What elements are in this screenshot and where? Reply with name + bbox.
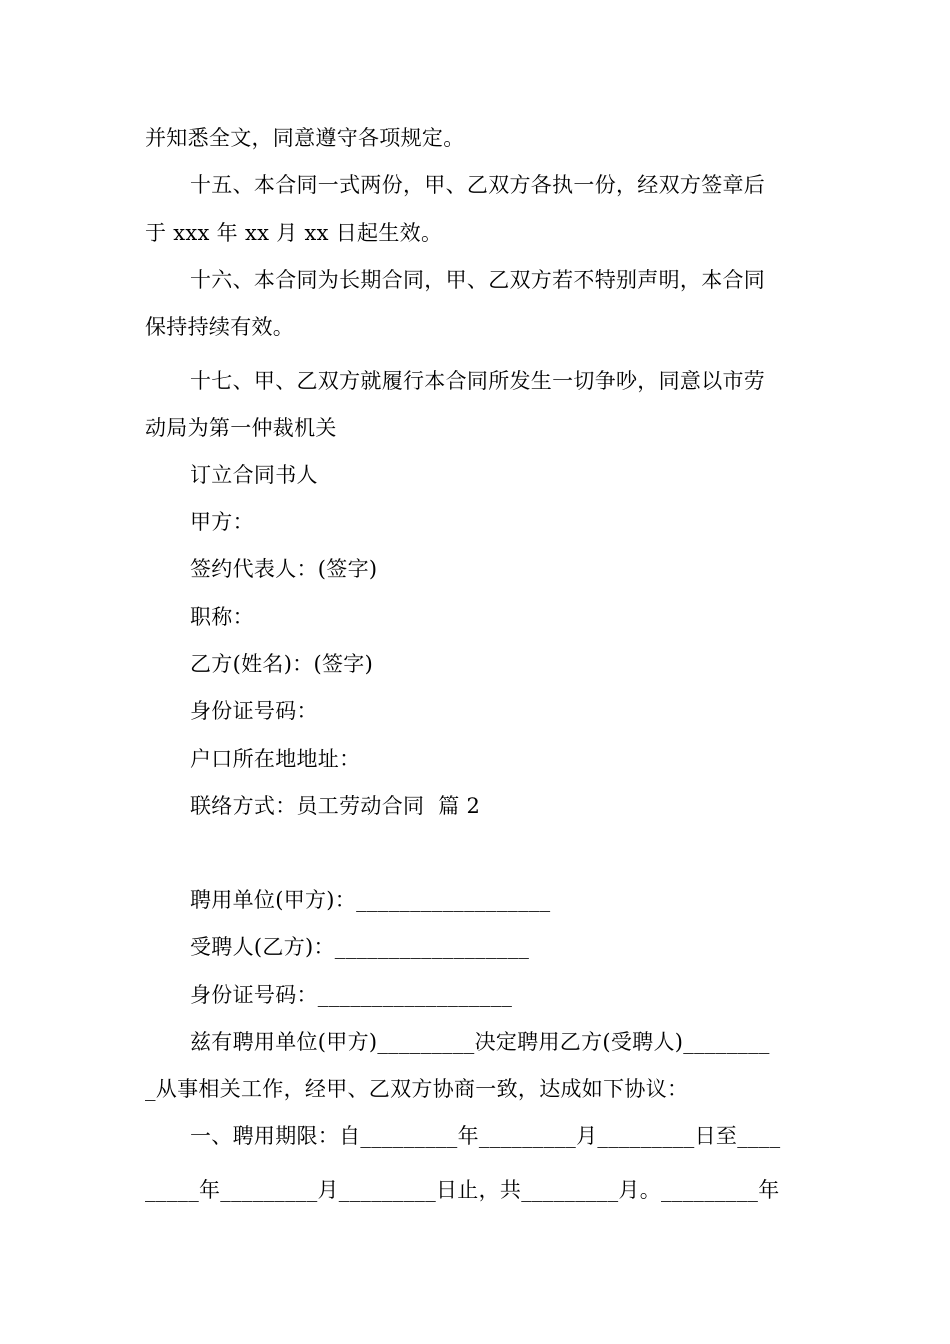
term-line-1: 一、聘用期限：自_________年_________月_________日至____ [190,1124,781,1148]
id-number-field: 身份证号码：__________________ [190,983,513,1007]
clause-15-line-2: 于 xxx 年 xx 月 xx 日起生效。 [145,221,443,245]
text-line: 并知悉全文，同意遵守各项规定。 [145,126,465,150]
preamble-line-2: _从事相关工作，经甲、乙双方协商一致，达成如下协议： [145,1077,689,1101]
preamble-line-1: 兹有聘用单位(甲方)_________决定聘用乙方(受聘人)________ [190,1030,770,1054]
signatories-heading: 订立合同书人 [190,463,318,487]
id-number-label: 身份证号码： [190,699,318,723]
employer-field: 聘用单位(甲方)：__________________ [190,888,551,912]
contact-and-section-title: 联络方式：员工劳动合同 篇 2 [190,794,481,818]
clause-17-line-2: 动局为第一仲裁机关 [145,416,337,440]
clause-16-line-1: 十六、本合同为长期合同，甲、乙双方若不特别声明，本合同 [190,268,766,292]
party-a-label: 甲方： [190,510,254,534]
clause-16-line-2: 保持持续有效。 [145,315,295,339]
clause-17-line-1: 十七、甲、乙双方就履行本合同所发生一切争吵，同意以市劳 [190,369,766,393]
clause-15-line-1: 十五、本合同一式两份，甲、乙双方各执一份，经双方签章后 [190,173,766,197]
job-title-label: 职称： [190,605,254,629]
employee-field: 受聘人(乙方)：__________________ [190,935,530,959]
term-line-2: _____年_________月_________日止，共_________月。_________年 [145,1178,780,1202]
household-address-label: 户口所在地地址： [190,747,361,771]
party-b-label: 乙方(姓名)：(签字) [190,652,374,676]
signing-representative-label: 签约代表人：(签字) [190,557,378,581]
